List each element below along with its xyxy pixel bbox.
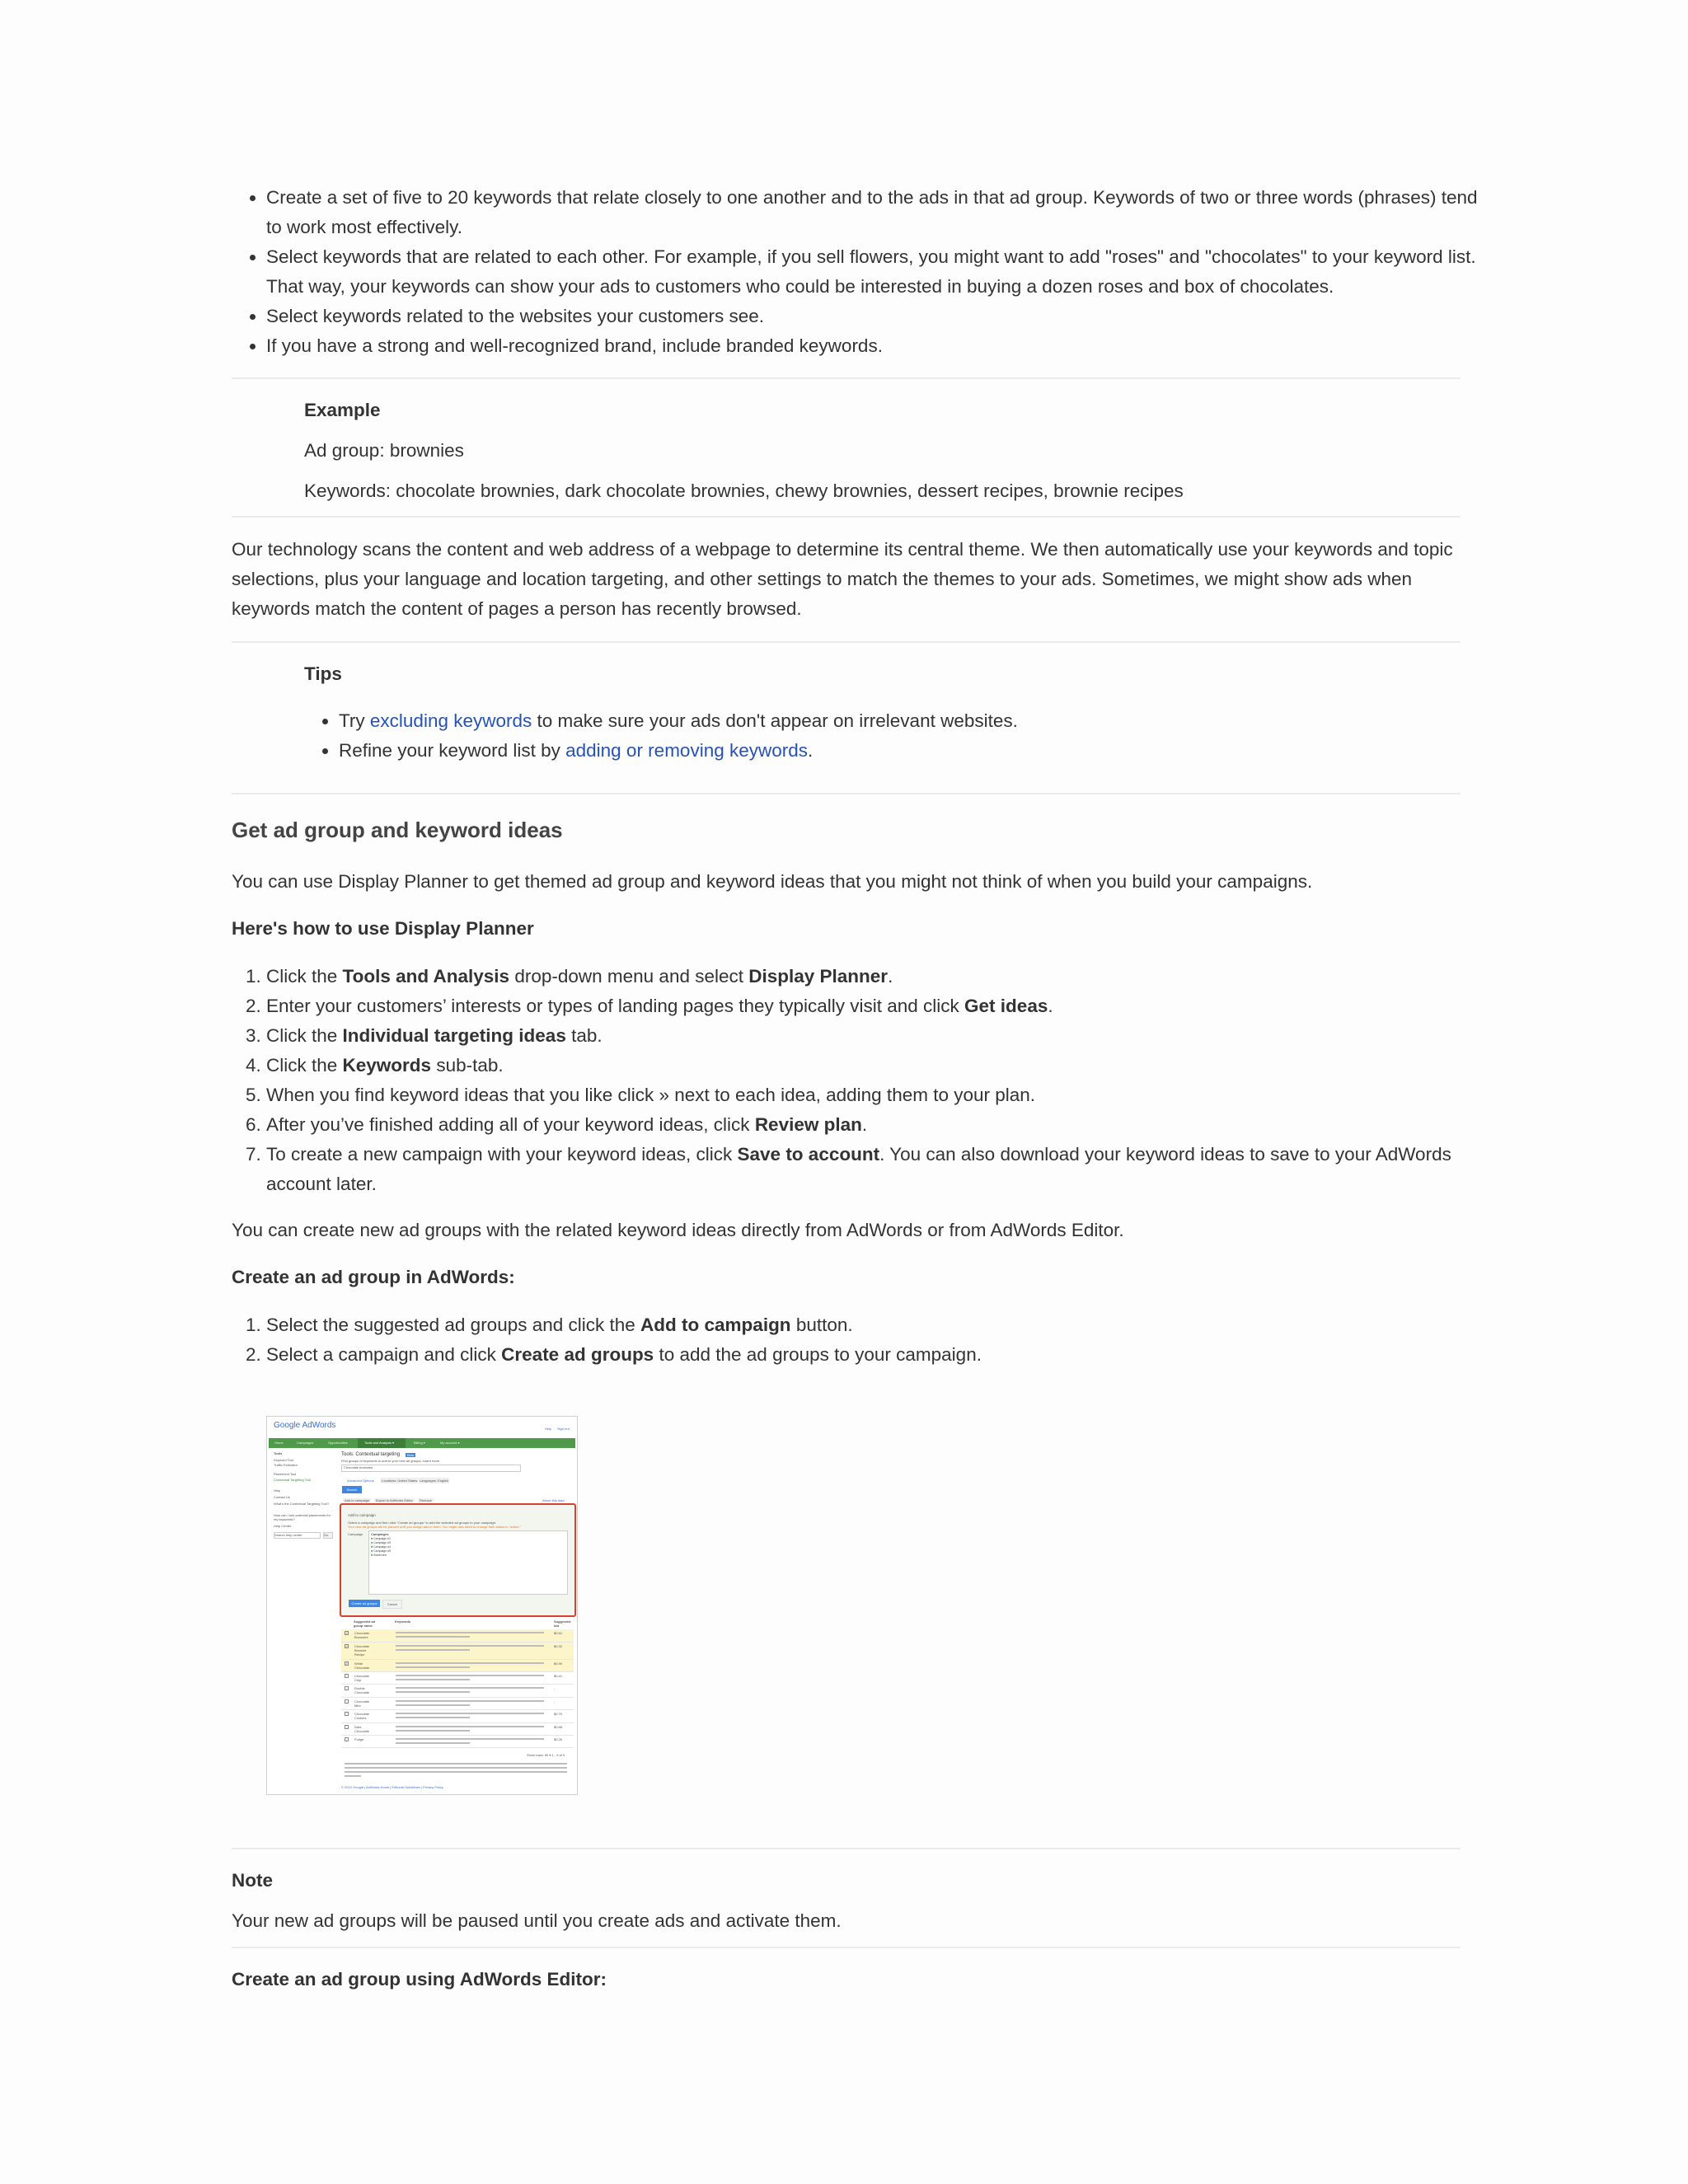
sidebar-item: How can I see potential placements for my keywords? [274,1513,331,1521]
language-chip: Languages: English [420,1479,449,1483]
location-chip: Locations: United States [382,1479,418,1483]
campaign-item: Campaign #4 [373,1545,391,1549]
divider [232,641,1461,643]
row-bid: $0.32 [554,1644,563,1648]
row-name: Chocolate Brownie Recipe [354,1644,370,1657]
suggestion-row [341,1629,574,1643]
row-bid: $0.88 [554,1725,563,1729]
suggestion-row [341,1710,574,1723]
suggestion-row [341,1723,574,1736]
tip-text: to make sure your ads don't appear on irrelevant websites. [532,710,1018,731]
step-item: 1. Select the suggested ad groups and click the Add to campaign button. [266,1310,1494,1340]
tip-text: Refine your keyword list by [339,740,566,761]
dialog-text: Select a campaign and then click "Create ad groups" to add the selected ad groups to your campaign. [348,1521,497,1525]
tool-subtitle: Find groups of keywords to add to your new ad groups. Learn more [341,1459,440,1463]
sidebar-item: What's the Contextual Targeting Tool? [274,1502,330,1506]
tips-title: Tips [304,663,342,684]
step-item: 2. Select a campaign and click Create ad groups to add the ad groups to your campaign. [266,1340,1494,1370]
campaign-item: Campaign #3 [373,1541,391,1544]
tips-list [304,706,1410,766]
step-item: 5. When you find keyword ideas that you like click » next to each idea, adding them to your plan. [266,1080,1494,1110]
search-help-input: Search help center [274,1532,321,1539]
row-name: White Chocolate [354,1661,370,1670]
nav-item: Campaigns [297,1441,314,1445]
sidebar-item: Help [274,1488,281,1493]
step-item: 1. Click the Tools and Analysis drop-down menu and select Display Planner. [266,962,1494,991]
example-ad-group: Ad group: brownies [304,440,464,461]
create-intro: You can create new ad groups with the related keyword ideas directly from AdWords or from AdWords Editor. [232,1220,1124,1240]
example-keywords: Keywords: chocolate brownies, dark chocolate brownies, chewy brownies, dessert recipes, brownie recipes [304,480,1184,501]
row-name: Double Chocolate [354,1686,370,1694]
row-name: Chocolate Mint [354,1699,370,1708]
step-item: 2. Enter your customers’ interests or types of landing pages they typically visit and click Get ideas. [266,991,1494,1021]
nav-item: My account ▾ [440,1441,460,1445]
technology-paragraph: Our technology scans the content and web address of a webpage to determine its central theme. We then automatically use your keywords and topic selections, plus your language and location targeting, and other settings to match the themes to your ads. Sometimes, we might show ads when keywords match the content of pages a person has recently browsed. [232,539,1453,619]
excluding-keywords-link[interactable]: excluding keywords [369,710,532,731]
divider [232,516,1461,518]
about-data-link: About this data [542,1498,565,1502]
divider [232,793,1461,794]
add-to-campaign-dialog [340,1503,576,1617]
campaign-item: Sweet tea [373,1554,387,1557]
query-input: Chocolate brownies [341,1465,521,1472]
sign-out-link: Sign out [557,1427,570,1431]
sidebar-item: Tools [274,1451,283,1455]
dialog-warning: Your new ad groups will be paused until you assign ads to them. You might also need to change their status to "active." [348,1525,522,1529]
create-title: Create an ad group in AdWords: [232,1267,515,1287]
sidebar-item: Traffic Estimator [274,1463,298,1467]
row-bid: $0.99 [554,1661,563,1666]
row-name: Fudge [354,1737,364,1741]
row-bid: - [554,1686,556,1690]
row-bid: - [554,1699,556,1704]
row-name: Dark Chocolate [354,1725,370,1733]
suggestion-row [341,1685,574,1698]
sidebar-item: Keyword Tool [274,1458,293,1462]
adwords-footer: © 2012 Google | AdWords Home | Editorial Guidelines | Privacy Policy [341,1785,444,1789]
create-steps [232,1310,1494,1370]
column-header: Suggested bid [554,1619,571,1628]
create-ad-groups-button: Create ad groups [349,1600,380,1607]
row-checkbox: ✓ [345,1644,349,1648]
nav-item: Billing ▾ [414,1441,425,1445]
sidebar-item: Contextual Targeting Tool [274,1478,311,1482]
divider [232,377,1461,379]
list-item: • Create a set of five to 20 keywords that relate closely to one another and to the ads in that ad group. Keywords of two or three words (phrases) tend to work most effectively. [266,183,1494,242]
tip-text: . [808,740,814,761]
step-item: 6. After you’ve finished adding all of your keyword ideas, click Review plan. [266,1110,1494,1140]
tool-tab: Export to AdWords Editor [376,1498,413,1502]
row-bid: $0.62 [554,1631,563,1635]
suggestion-row [341,1660,574,1672]
list-item: • Select keywords that are related to each other. For example, if you sell flowers, you might want to add "roses" and "chocolates" to your keyword list. That way, your keywords can show your ads to customers who could be interested in buying a dozen roses and box of chocolates. [266,242,1494,302]
suggestion-row [341,1698,574,1710]
tip-item [339,736,1410,766]
cancel-button: Cancel [382,1600,402,1609]
adwords-nav [269,1438,575,1448]
campaign-list: Campaigns ■ Campaign #1 ■ Campaign #3 ■ Campaign #4 ■ Campaign #5 ■ Sweet tea [368,1530,568,1595]
column-header: Keywords [395,1619,411,1624]
list-item: • Select keywords related to the websites your customers see. [266,302,1494,331]
sidebar-item: Placement Tool [274,1472,297,1476]
dialog-title: Add to campaign [348,1513,376,1517]
divider [232,1947,1461,1948]
divider [232,1848,1461,1849]
campaign-item: Campaign #1 [373,1537,391,1540]
keyword-tips-list [232,183,1494,361]
editor-title: Create an ad group using AdWords Editor: [232,1969,607,1990]
tool-title: Tools: Contextual targeting [341,1452,401,1457]
tip-text: Try [339,710,370,731]
advanced-options: Advanced Options [347,1479,374,1483]
row-checkbox: ✓ [345,1661,349,1666]
row-name: Chocolate Chip [354,1674,370,1682]
tip-item [339,706,1410,736]
example-title: Example [304,400,381,420]
row-checkbox: ✓ [345,1631,349,1635]
go-button: Go [323,1532,333,1539]
step-item: 3. Click the Individual targeting ideas tab. [266,1021,1494,1051]
adding-removing-keywords-link[interactable]: adding or removing keywords [565,740,809,761]
campaign-label: Campaign [348,1532,363,1536]
search-button: Search [342,1486,362,1493]
nav-item: Home [274,1441,284,1445]
row-name: Chocolate Brownies [354,1631,370,1639]
tool-tab: Add to campaign [345,1498,370,1502]
help-link: Help [545,1427,552,1431]
adwords-logo: Google AdWords [274,1421,336,1430]
row-bid: $0.79 [554,1712,563,1716]
note-title: Note [232,1870,273,1891]
row-bid: $0.41 [554,1674,563,1678]
tool-tab: Remove [420,1498,432,1502]
beta-badge: Beta [407,1453,415,1457]
howto-title: Here's how to use Display Planner [232,918,534,939]
note-text: Your new ad groups will be paused until you create ads and activate them. [232,1910,842,1931]
row-checkbox [345,1725,349,1729]
column-header: Suggested ad group name [354,1619,376,1628]
display-planner-steps [232,962,1494,1199]
suggestion-row [341,1643,574,1660]
show-rows: Show rows: 50 ▾ 1 - 9 of 9 [527,1753,565,1757]
section-heading: Get ad group and keyword ideas [232,818,563,842]
row-checkbox [345,1712,349,1716]
row-bid: $0.26 [554,1737,563,1741]
nav-item: Opportunities [328,1441,348,1445]
sidebar-item: Contact Us [274,1495,290,1499]
list-item: • If you have a strong and well-recognized brand, include branded keywords. [266,331,1494,361]
sidebar-item: Help Center [274,1524,292,1528]
suggestion-row [341,1736,574,1748]
adwords-screenshot [266,1416,578,1795]
row-checkbox [345,1686,349,1690]
suggestion-row [341,1672,574,1685]
section-intro: You can use Display Planner to get themed ad group and keyword ideas that you might not think of when you build your campaigns. [232,871,1313,892]
campaign-item: Campaign #5 [373,1549,391,1553]
row-checkbox [345,1699,349,1704]
step-item: 4. Click the Keywords sub-tab. [266,1051,1494,1080]
row-name: Chocolate Cookies [354,1712,370,1720]
nav-item: Tools and Analysis ▾ [364,1441,395,1445]
step-item: 7. To create a new campaign with your keyword ideas, click Save to account. You can also download your keyword ideas to save to your AdWords account later. [266,1140,1494,1199]
row-checkbox [345,1737,349,1741]
row-checkbox [345,1674,349,1678]
